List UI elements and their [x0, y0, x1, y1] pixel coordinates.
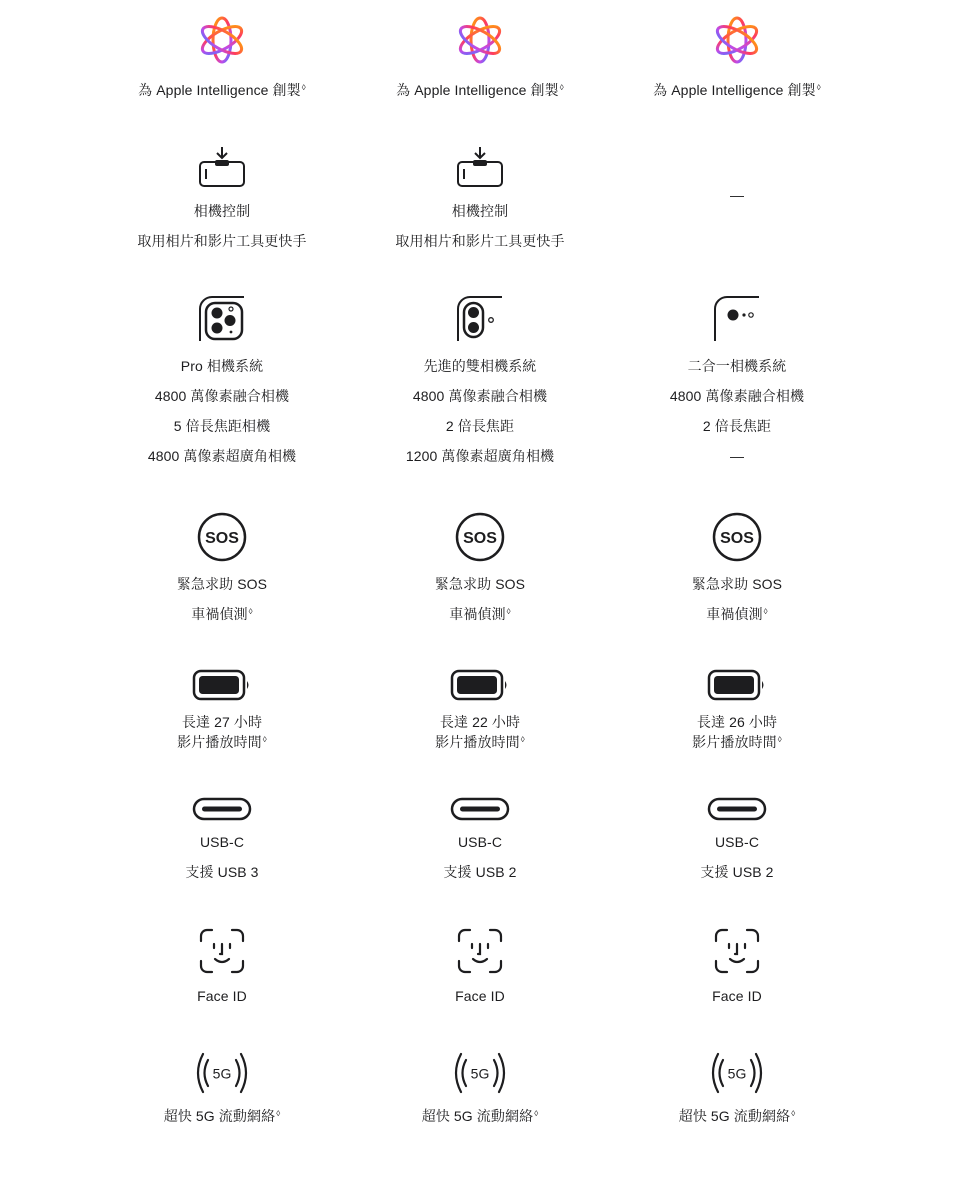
- battery-line-2: 影片播放時間◊: [435, 734, 525, 750]
- battery-line-2: 影片播放時間◊: [692, 734, 782, 750]
- camera-control-icon: [198, 145, 246, 189]
- usb-c-icon: [450, 797, 510, 821]
- model-column-1: [112, 0, 332, 1188]
- face-id-icon: [714, 928, 760, 974]
- main-camera-spec: 4800 萬像素融合相機: [412, 388, 548, 404]
- footnote-mark[interactable]: ◊: [262, 735, 267, 744]
- telephoto-spec: 5 倍長焦距相機: [173, 418, 271, 434]
- crash-detection-label: 車禍偵測◊: [706, 606, 768, 622]
- model-column-3: [627, 0, 847, 1188]
- footnote-mark[interactable]: ◊: [506, 607, 511, 616]
- face-id-label: Face ID: [197, 988, 247, 1004]
- ai-label: 為 Apple Intelligence 創製◊: [138, 82, 306, 98]
- camera-system-title: 先進的雙相機系統: [423, 358, 537, 374]
- 5g-label: 超快 5G 流動網絡◊: [421, 1108, 539, 1124]
- battery-icon: [192, 669, 252, 701]
- footnote-mark[interactable]: ◊: [248, 607, 253, 616]
- ai-label: 為 Apple Intelligence 創製◊: [396, 82, 564, 98]
- usb-desc: 支援 USB 3: [185, 864, 259, 880]
- usb-title: USB‑C: [199, 834, 245, 850]
- 5g-icon: [192, 1050, 252, 1096]
- ai-label: 為 Apple Intelligence 創製◊: [653, 82, 821, 98]
- crash-detection-label: 車禍偵測◊: [191, 606, 253, 622]
- face-id-label: Face ID: [712, 988, 762, 1004]
- usb-c-icon: [192, 797, 252, 821]
- telephoto-spec: 2 倍長焦距: [445, 418, 515, 434]
- sos-label: 緊急求助 SOS: [176, 576, 268, 592]
- battery-icon: [450, 669, 510, 701]
- sos-icon: [197, 512, 247, 562]
- camera-control-title: 相機控制: [451, 203, 509, 219]
- footnote-mark[interactable]: ◊: [520, 735, 525, 744]
- battery-line-1: 長達 22 小時: [439, 714, 521, 730]
- face-id-icon: [457, 928, 503, 974]
- camera-control-desc: 取用相片和影片工具更快手: [137, 233, 307, 249]
- footnote-mark[interactable]: ◊: [301, 83, 306, 92]
- dual-camera-icon: [456, 295, 504, 343]
- ultra-wide-spec: 4800 萬像素超廣角相機: [147, 448, 297, 464]
- usb-title: USB‑C: [457, 834, 503, 850]
- sos-icon: [455, 512, 505, 562]
- 5g-icon: [707, 1050, 767, 1096]
- crash-detection-label: 車禍偵測◊: [449, 606, 511, 622]
- single-camera-icon: [713, 295, 761, 343]
- sos-label: 緊急求助 SOS: [691, 576, 783, 592]
- svg-text:SOS: SOS: [720, 530, 754, 547]
- face-id-icon: [199, 928, 245, 974]
- usb-desc: 支援 USB 2: [700, 864, 774, 880]
- usb-c-icon: [707, 797, 767, 821]
- footnote-mark[interactable]: ◊: [559, 83, 564, 92]
- svg-text:5G: 5G: [727, 1065, 747, 1082]
- 5g-label: 超快 5G 流動網絡◊: [163, 1108, 281, 1124]
- apple-intelligence-icon: [711, 14, 763, 66]
- footnote-mark[interactable]: ◊: [276, 1109, 281, 1118]
- footnote-mark[interactable]: ◊: [791, 1109, 796, 1118]
- footnote-mark[interactable]: ◊: [777, 735, 782, 744]
- main-camera-spec: 4800 萬像素融合相機: [154, 388, 290, 404]
- svg-text:5G: 5G: [212, 1065, 232, 1082]
- svg-text:SOS: SOS: [463, 530, 497, 547]
- telephoto-spec: 2 倍長焦距: [702, 418, 772, 434]
- camera-control-icon: [456, 145, 504, 189]
- svg-text:5G: 5G: [470, 1065, 490, 1082]
- footnote-mark[interactable]: ◊: [763, 607, 768, 616]
- ultra-wide-spec: 1200 萬像素超廣角相機: [405, 448, 555, 464]
- battery-line-1: 長達 27 小時: [181, 714, 263, 730]
- face-id-label: Face ID: [455, 988, 505, 1004]
- camera-control-unavailable: —: [730, 187, 744, 203]
- battery-line-2: 影片播放時間◊: [177, 734, 267, 750]
- 5g-label: 超快 5G 流動網絡◊: [678, 1108, 796, 1124]
- model-column-2: [370, 0, 590, 1188]
- battery-icon: [707, 669, 767, 701]
- pro-triple-camera-icon: [198, 295, 246, 343]
- camera-control-title: 相機控制: [193, 203, 251, 219]
- footnote-mark[interactable]: ◊: [816, 83, 821, 92]
- sos-icon: [712, 512, 762, 562]
- apple-intelligence-icon: [196, 14, 248, 66]
- battery-line-1: 長達 26 小時: [696, 714, 778, 730]
- sos-label: 緊急求助 SOS: [434, 576, 526, 592]
- camera-system-title: 二合一相機系統: [687, 358, 787, 374]
- main-camera-spec: 4800 萬像素融合相機: [669, 388, 805, 404]
- camera-control-desc: 取用相片和影片工具更快手: [395, 233, 565, 249]
- 5g-icon: [450, 1050, 510, 1096]
- apple-intelligence-icon: [454, 14, 506, 66]
- camera-system-title: Pro 相機系統: [180, 358, 264, 374]
- usb-title: USB‑C: [714, 834, 760, 850]
- svg-text:SOS: SOS: [205, 530, 239, 547]
- ultra-wide-unavailable: —: [730, 448, 744, 464]
- usb-desc: 支援 USB 2: [443, 864, 517, 880]
- footnote-mark[interactable]: ◊: [534, 1109, 539, 1118]
